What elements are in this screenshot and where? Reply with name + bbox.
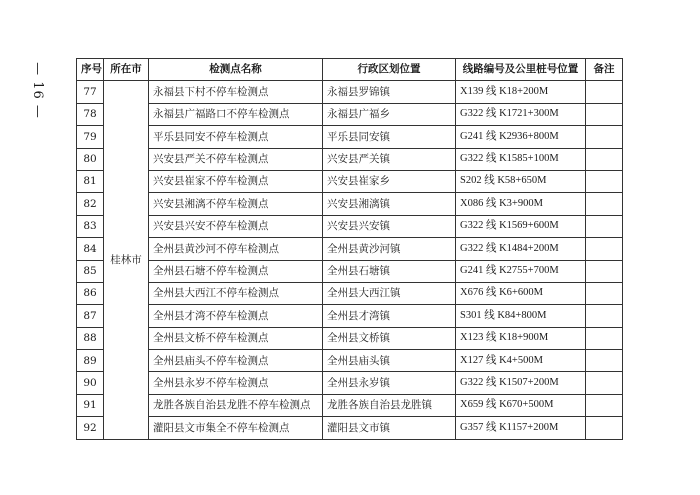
table-row — [77, 81, 623, 103]
cell-location: 平乐县同安镇 — [323, 126, 456, 148]
cell-route: X676 线 K6+600M — [456, 282, 586, 304]
cell-route: G322 线 K1569+600M — [456, 215, 586, 237]
cell-route: G322 线 K1507+200M — [456, 372, 586, 394]
cell-city: 桂林市 — [104, 81, 149, 439]
header-name: 检测点名称 — [149, 59, 323, 81]
cell-name: 兴安县严关不停车检测点 — [149, 148, 323, 170]
cell-route: S202 线 K58+650M — [456, 170, 586, 192]
table-row — [77, 417, 623, 439]
cell-note — [586, 350, 623, 372]
cell-location: 灌阳县文市镇 — [323, 417, 456, 439]
table-row — [77, 238, 623, 260]
table-row — [77, 148, 623, 170]
cell-location: 全州县永岁镇 — [323, 372, 456, 394]
cell-note — [586, 126, 623, 148]
cell-route: G241 线 K2936+800M — [456, 126, 586, 148]
cell-no: 78 — [77, 103, 104, 125]
cell-location: 兴安县严关镇 — [323, 148, 456, 170]
cell-name: 全州县庙头不停车检测点 — [149, 350, 323, 372]
cell-name: 永福县广福路口不停车检测点 — [149, 103, 323, 125]
cell-note — [586, 260, 623, 282]
cell-no: 80 — [77, 148, 104, 170]
table-row — [77, 193, 623, 215]
table-row — [77, 103, 623, 125]
cell-name: 永福县下村不停车检测点 — [149, 81, 323, 103]
cell-location: 兴安县湘漓镇 — [323, 193, 456, 215]
cell-location: 兴安县崔家乡 — [323, 170, 456, 192]
cell-location: 全州县文桥镇 — [323, 327, 456, 349]
cell-name: 全州县黄沙河不停车检测点 — [149, 238, 323, 260]
header-note: 备注 — [586, 59, 623, 81]
cell-route: G322 线 K1721+300M — [456, 103, 586, 125]
cell-location: 全州县黄沙河镇 — [323, 238, 456, 260]
cell-no: 83 — [77, 215, 104, 237]
cell-note — [586, 215, 623, 237]
cell-route: G322 线 K1484+200M — [456, 238, 586, 260]
cell-name: 兴安县湘漓不停车检测点 — [149, 193, 323, 215]
cell-name: 全州县才湾不停车检测点 — [149, 305, 323, 327]
header-route: 线路编号及公里桩号位置 — [456, 59, 586, 81]
cell-note — [586, 305, 623, 327]
cell-route: X123 线 K18+900M — [456, 327, 586, 349]
header-location: 行政区划位置 — [323, 59, 456, 81]
table-row — [77, 327, 623, 349]
cell-route: X127 线 K4+500M — [456, 350, 586, 372]
cell-location: 全州县石塘镇 — [323, 260, 456, 282]
table-row — [77, 215, 623, 237]
cell-note — [586, 372, 623, 394]
cell-route: G241 线 K2755+700M — [456, 260, 586, 282]
cell-location: 龙胜各族自治县龙胜镇 — [323, 394, 456, 416]
table-row — [77, 350, 623, 372]
table-row — [77, 170, 623, 192]
cell-note — [586, 238, 623, 260]
cell-location: 永福县罗锦镇 — [323, 81, 456, 103]
cell-location: 全州县大西江镇 — [323, 282, 456, 304]
cell-no: 89 — [77, 350, 104, 372]
cell-location: 兴安县兴安镇 — [323, 215, 456, 237]
cell-no: 81 — [77, 170, 104, 192]
table-row — [77, 282, 623, 304]
cell-note — [586, 81, 623, 103]
cell-route: X659 线 K670+500M — [456, 394, 586, 416]
cell-note — [586, 148, 623, 170]
cell-name: 兴安县崔家不停车检测点 — [149, 170, 323, 192]
cell-note — [586, 193, 623, 215]
cell-location: 全州县庙头镇 — [323, 350, 456, 372]
cell-note — [586, 394, 623, 416]
cell-location: 永福县广福乡 — [323, 103, 456, 125]
cell-location: 全州县才湾镇 — [323, 305, 456, 327]
cell-route: S301 线 K84+800M — [456, 305, 586, 327]
cell-no: 79 — [77, 126, 104, 148]
cell-name: 兴安县兴安不停车检测点 — [149, 215, 323, 237]
cell-name: 全州县文桥不停车检测点 — [149, 327, 323, 349]
cell-name: 全州县大西江不停车检测点 — [149, 282, 323, 304]
cell-note — [586, 282, 623, 304]
cell-route: X139 线 K18+200M — [456, 81, 586, 103]
header-row — [77, 59, 623, 81]
table-body — [77, 81, 623, 439]
cell-no: 86 — [77, 282, 104, 304]
cell-route: G357 线 K1157+200M — [456, 417, 586, 439]
cell-note — [586, 327, 623, 349]
cell-no: 92 — [77, 417, 104, 439]
cell-route: G322 线 K1585+100M — [456, 148, 586, 170]
cell-no: 84 — [77, 238, 104, 260]
cell-no: 82 — [77, 193, 104, 215]
page-number — [26, 60, 48, 120]
table-row — [77, 372, 623, 394]
cell-route: X086 线 K3+900M — [456, 193, 586, 215]
table-row — [77, 260, 623, 282]
cell-name: 灌阳县文市集全不停车检测点 — [149, 417, 323, 439]
cell-note — [586, 417, 623, 439]
cell-no: 88 — [77, 327, 104, 349]
table-row — [77, 126, 623, 148]
cell-name: 全州县石塘不停车检测点 — [149, 260, 323, 282]
page-number-text: — 16 — — [29, 61, 45, 119]
table-row — [77, 305, 623, 327]
header-city: 所在市 — [104, 59, 149, 81]
cell-no: 85 — [77, 260, 104, 282]
table-row — [77, 394, 623, 416]
cell-no: 90 — [77, 372, 104, 394]
cell-name: 全州县永岁不停车检测点 — [149, 372, 323, 394]
cell-name: 平乐县同安不停车检测点 — [149, 126, 323, 148]
cell-name: 龙胜各族自治县龙胜不停车检测点 — [149, 394, 323, 416]
checkpoint-table — [76, 58, 623, 440]
cell-note — [586, 103, 623, 125]
cell-no: 77 — [77, 81, 104, 103]
cell-no: 87 — [77, 305, 104, 327]
cell-note — [586, 170, 623, 192]
header-no: 序号 — [77, 59, 104, 81]
cell-no: 91 — [77, 394, 104, 416]
